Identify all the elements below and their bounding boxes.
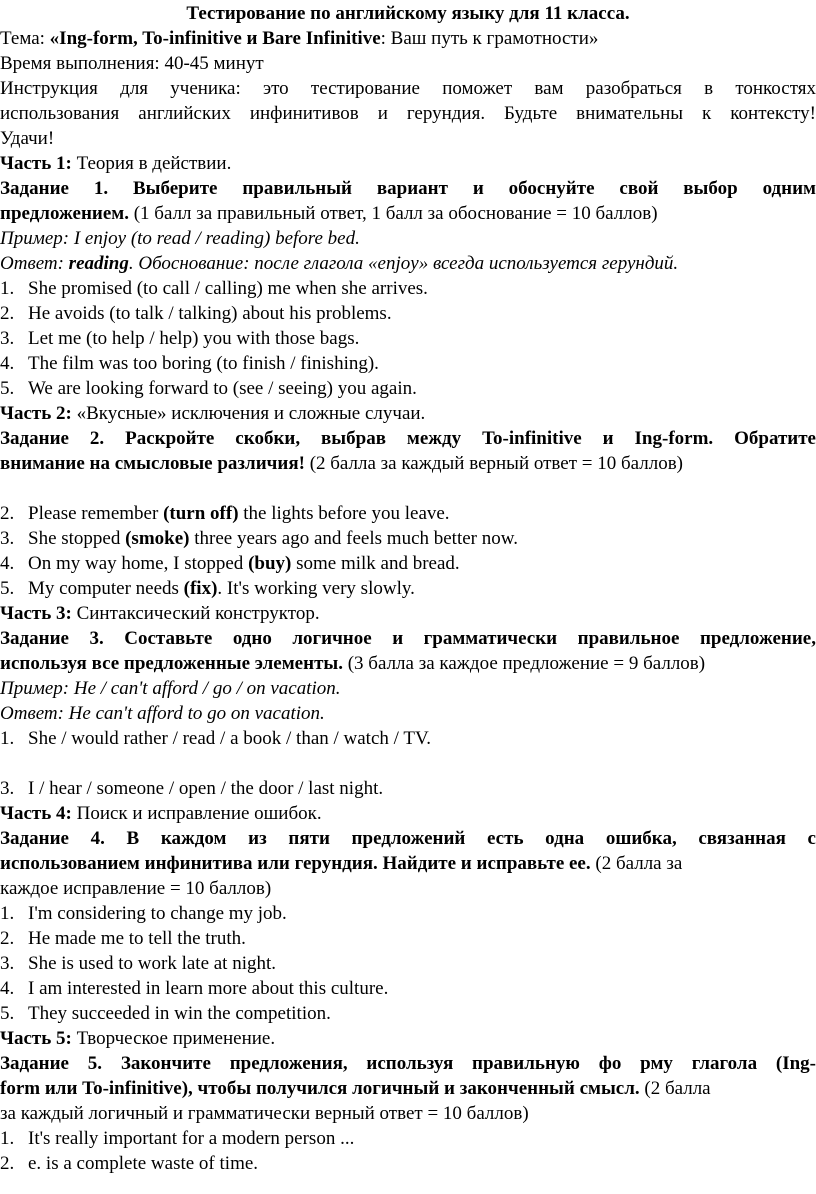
answer-label: Ответ: (0, 253, 69, 274)
list-item (0, 1126, 816, 1151)
task-text: Задание 3. Составьте одно логичное и грамматически правильное предложение, (0, 628, 816, 649)
answer-word: reading (68, 253, 129, 274)
item-text: I / hear / someone / open / the door / last night. (28, 778, 384, 799)
task1-line-1 (0, 176, 816, 201)
item-text: He avoids (to talk / talking) about his problems. (28, 303, 392, 324)
task5-line-1 (0, 1051, 816, 1076)
list-item (0, 901, 816, 926)
item-number: 3. (0, 328, 15, 349)
task-points: (2 балла за каждый верный ответ = 10 баллов) (304, 453, 684, 474)
item-text: the lights before you leave. (238, 503, 450, 524)
item-number: 3. (0, 528, 15, 549)
instruction-line-3: Удачи! (0, 128, 55, 149)
item-number: 5. (0, 1003, 15, 1024)
task-text: Задание 1. Выберите правильный вариант и обоснуйте свой выбор одним (0, 178, 816, 199)
part4-heading (0, 801, 816, 826)
item-number: 1. (0, 1128, 15, 1149)
task3-list (0, 726, 816, 801)
item-verb: (turn off) (163, 503, 239, 524)
list-item (0, 501, 816, 526)
task2-line-2 (0, 451, 816, 476)
item-text: They succeeded in win the competition. (28, 1003, 331, 1024)
item-number: 4. (0, 353, 15, 374)
part-label: Часть 2: (0, 403, 72, 424)
list-item (0, 301, 816, 326)
task-points: (1 балл за правильный ответ, 1 балл за обоснование = 10 баллов) (128, 203, 658, 224)
task4-list (0, 901, 816, 1026)
part-title: Синтаксический конструктор. (71, 603, 320, 624)
item-verb: (buy) (248, 553, 292, 574)
item-number: 2. (0, 503, 15, 524)
task5-list (0, 1126, 816, 1176)
list-item (0, 551, 816, 576)
item-number: 4. (0, 553, 15, 574)
item-number: 2. (0, 928, 15, 949)
blank-line (0, 476, 816, 501)
example-text: Пример: I enjoy (to read / reading) before bed. (0, 228, 360, 249)
topic-name: «Ing-form, To-infinitive и Bare Infinitive (49, 28, 381, 49)
item-text: The film was too boring (to finish / finishing). (28, 353, 379, 374)
list-item (0, 326, 816, 351)
answer-rest: . Обоснование: после глагола «enjoy» всегда используется герундий. (128, 253, 679, 274)
task-text: внимание на смысловые различия! (0, 453, 305, 474)
task5-line-2 (0, 1076, 816, 1101)
list-item (0, 1151, 816, 1176)
item-text: On my way home, I stopped (28, 553, 249, 574)
item-verb: (fix) (183, 578, 218, 599)
task-text: Задание 5. Закончите предложения, используя правильную фо рму глагола (Ing- (0, 1053, 816, 1074)
example-text: Пример: He / can't afford / go / on vacation. (0, 678, 341, 699)
item-number: 1. (0, 278, 15, 299)
task1-list (0, 276, 816, 401)
task-points: (2 балла за (590, 853, 683, 874)
item-text: e. is a complete waste of time. (28, 1153, 259, 1174)
item-text: It's really important for a modern person ... (28, 1128, 355, 1149)
item-text: She is used to work late at night. (28, 953, 277, 974)
task3-line-1 (0, 626, 816, 651)
item-number: 2. (0, 1153, 15, 1174)
task-text: предложением. (0, 203, 129, 224)
item-number: 3. (0, 778, 15, 799)
part3-heading (0, 601, 816, 626)
time-line: Время выполнения: 40-45 минут (0, 53, 264, 74)
document-title: Тестирование по английскому языку для 11 класса. (186, 3, 630, 24)
part-label: Часть 4: (0, 803, 72, 824)
instruction-line-2: использования английских инфинитивов и герундия. Будьте внимательны к контексту! (0, 103, 816, 124)
list-item (0, 276, 816, 301)
item-verb: (smoke) (125, 528, 190, 549)
item-text: She promised (to call / calling) me when she arrives. (28, 278, 428, 299)
instruction-line-1: Инструкция для ученика: это тестирование поможет вам разобраться в тонкостях (0, 78, 816, 99)
part-title: Творческое применение. (71, 1028, 276, 1049)
part-label: Часть 3: (0, 603, 72, 624)
item-number: 4. (0, 978, 15, 999)
list-item (0, 1001, 816, 1026)
list-item (0, 776, 816, 801)
part-title: Теория в действии. (71, 153, 232, 174)
item-number: 5. (0, 578, 15, 599)
task3-example (0, 676, 816, 701)
task1-answer (0, 251, 816, 276)
item-text: We are looking forward to (see / seeing) you again. (28, 378, 417, 399)
part-title: Поиск и исправление ошибок. (71, 803, 322, 824)
list-item (0, 376, 816, 401)
item-text: I'm considering to change my job. (28, 903, 287, 924)
item-text: He made me to tell the truth. (28, 928, 246, 949)
task-text: form или To-infinitive), чтобы получился логичный и законченный смысл. (0, 1078, 640, 1099)
item-number: 1. (0, 903, 15, 924)
task-text: используя все предложенные элементы. (0, 653, 343, 674)
item-text: I am interested in learn more about this culture. (28, 978, 389, 999)
task3-answer (0, 701, 816, 726)
item-text: Let me (to help / help) you with those bags. (28, 328, 360, 349)
item-text: three years ago and feels much better now. (189, 528, 518, 549)
item-text: My computer needs (28, 578, 184, 599)
task2-list (0, 501, 816, 601)
task5-line-3: за каждый логичный и грамматически верный ответ = 10 баллов) (0, 1103, 529, 1124)
task-text: Задание 2. Раскройте скобки, выбрав между To-infinitive и Ing-form. Обратите (0, 428, 816, 449)
task4-line-1 (0, 826, 816, 851)
task4-line-2 (0, 851, 816, 876)
part-label: Часть 1: (0, 153, 72, 174)
part-label: Часть 5: (0, 1028, 72, 1049)
list-item (0, 576, 816, 601)
task3-line-2 (0, 651, 816, 676)
task2-line-1 (0, 426, 816, 451)
task4-line-3: каждое исправление = 10 баллов) (0, 878, 272, 899)
list-item (0, 976, 816, 1001)
item-number: 5. (0, 378, 15, 399)
list-item (0, 751, 816, 776)
topic-label: Тема: (0, 28, 50, 49)
part2-heading (0, 401, 816, 426)
item-text: . It's working very slowly. (217, 578, 415, 599)
list-item (0, 351, 816, 376)
answer-text: Ответ: He can't afford to go on vacation. (0, 703, 325, 724)
part1-heading (0, 151, 816, 176)
topic-rest: : Ваш путь к грамотности» (380, 28, 599, 49)
item-text: some milk and bread. (291, 553, 460, 574)
item-text: She / would rather / read / a book / than / watch / TV. (28, 728, 431, 749)
task-points: (2 балла (639, 1078, 711, 1099)
part-title: «Вкусные» исключения и сложные случаи. (71, 403, 426, 424)
part5-heading (0, 1026, 816, 1051)
item-number: 1. (0, 728, 15, 749)
topic-line (0, 26, 816, 51)
item-number: 3. (0, 953, 15, 974)
item-text: She stopped (28, 528, 126, 549)
task-points: (3 балла за каждое предложение = 9 баллов) (342, 653, 706, 674)
list-item (0, 926, 816, 951)
item-text: Please remember (28, 503, 164, 524)
list-item (0, 726, 816, 751)
task1-example (0, 226, 816, 251)
item-number: 2. (0, 303, 15, 324)
list-item (0, 951, 816, 976)
task-text: Задание 4. В каждом из пяти предложений есть одна ошибка, связанная с (0, 828, 816, 849)
task-text: использованием инфинитива или герундия. Найдите и исправьте ее. (0, 853, 591, 874)
list-item (0, 526, 816, 551)
task1-line-2 (0, 201, 816, 226)
